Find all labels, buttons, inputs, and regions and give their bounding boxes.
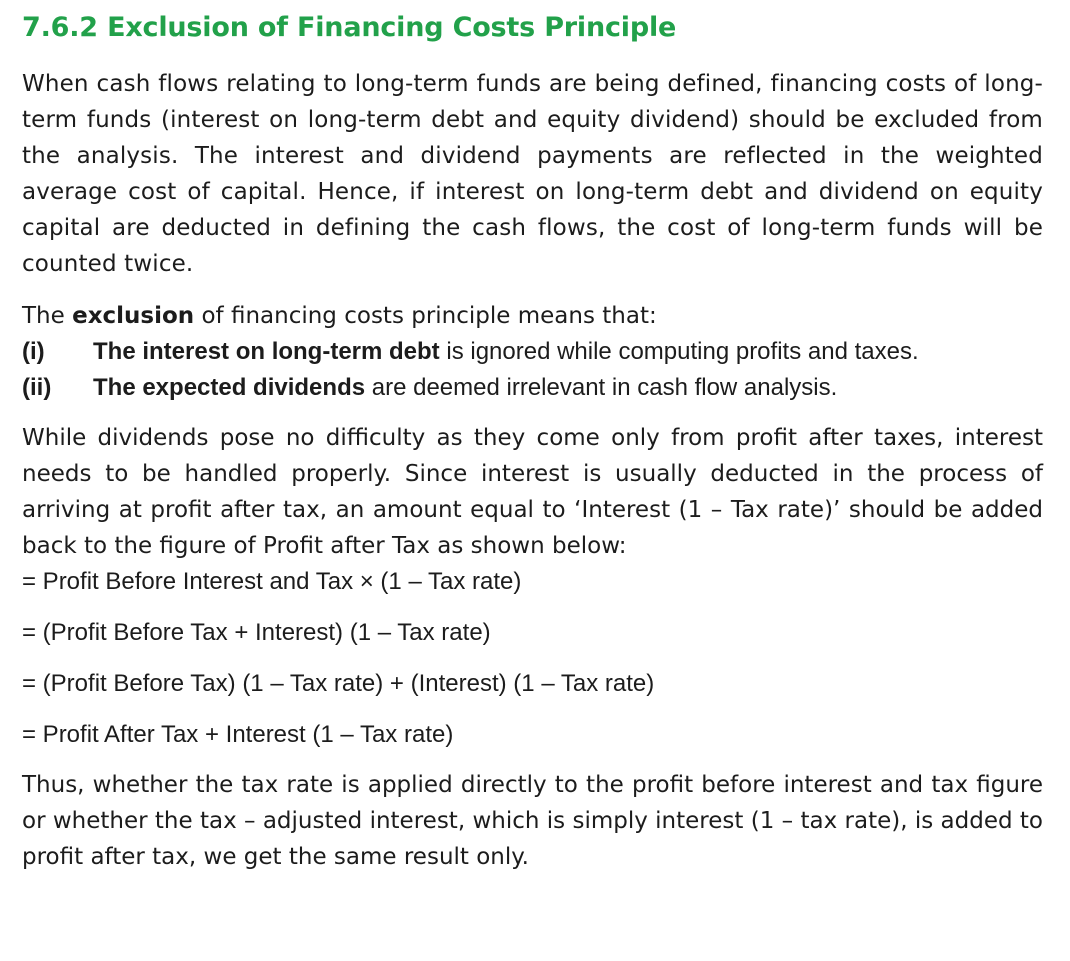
list-marker-2: (ii) — [22, 374, 52, 401]
interest-paragraph: While dividends pose no difficulty as they come only from profit after taxes, interest needs to be handled properly. Since interest is usually deducted in the process of arriving at profit after tax, an amount equal to ‘Interest (1 – Tax rate)’ should be added back to the figure of Profit after Tax as shown below: — [22, 425, 1043, 559]
formula-line-1: = Profit Before Interest and Tax × (1 – Tax rate) — [22, 568, 522, 595]
principle-intro-pre: The — [22, 303, 73, 329]
principle-intro-bold: exclusion — [72, 303, 195, 329]
document-page — [22, 8, 1043, 875]
list-text-1 — [93, 334, 919, 370]
formula-line-3: = (Profit Before Tax) (1 – Tax rate) + (Interest) (1 – Tax rate) — [22, 670, 655, 697]
principle-intro-post: of financing costs principle means that: — [194, 303, 657, 329]
list-marker-1: (i) — [22, 338, 45, 365]
list-bold-1: The interest on long-term debt — [93, 338, 440, 365]
list-text-2 — [93, 370, 837, 406]
formula-line-2: = (Profit Before Tax + Interest) (1 – Tax rate) — [22, 619, 491, 646]
list-rest-1: is ignored while computing profits and taxes. — [439, 338, 919, 365]
list-item-1 — [22, 334, 1043, 370]
principle-intro-paragraph — [22, 298, 1043, 334]
list-rest-2: are deemed irrelevant in cash flow analysis. — [365, 374, 838, 401]
list-bold-2: The expected dividends — [93, 374, 366, 401]
section-heading: 7.6.2 Exclusion of Financing Costs Principle — [22, 12, 677, 43]
formula-line-4: = Profit After Tax + Interest (1 – Tax rate) — [22, 721, 454, 748]
intro-paragraph: When cash flows relating to long-term funds are being defined, financing costs of long-term funds (interest on long-term debt and equity dividend) should be excluded from the analysis. The interest and dividend payments are reflected in the weighted average cost of capital. Hence, if interest on long-term debt and dividend on equity capital are deducted in defining the cash flows, the cost of long-term funds will be counted twice. — [22, 71, 1043, 277]
conclusion-paragraph: Thus, whether the tax rate is applied directly to the profit before interest and tax figure or whether the tax – adjusted interest, which is simply interest (1 – tax rate), is added to profit after tax, we get the same result only. — [22, 772, 1043, 870]
list-item-2 — [22, 370, 1043, 406]
